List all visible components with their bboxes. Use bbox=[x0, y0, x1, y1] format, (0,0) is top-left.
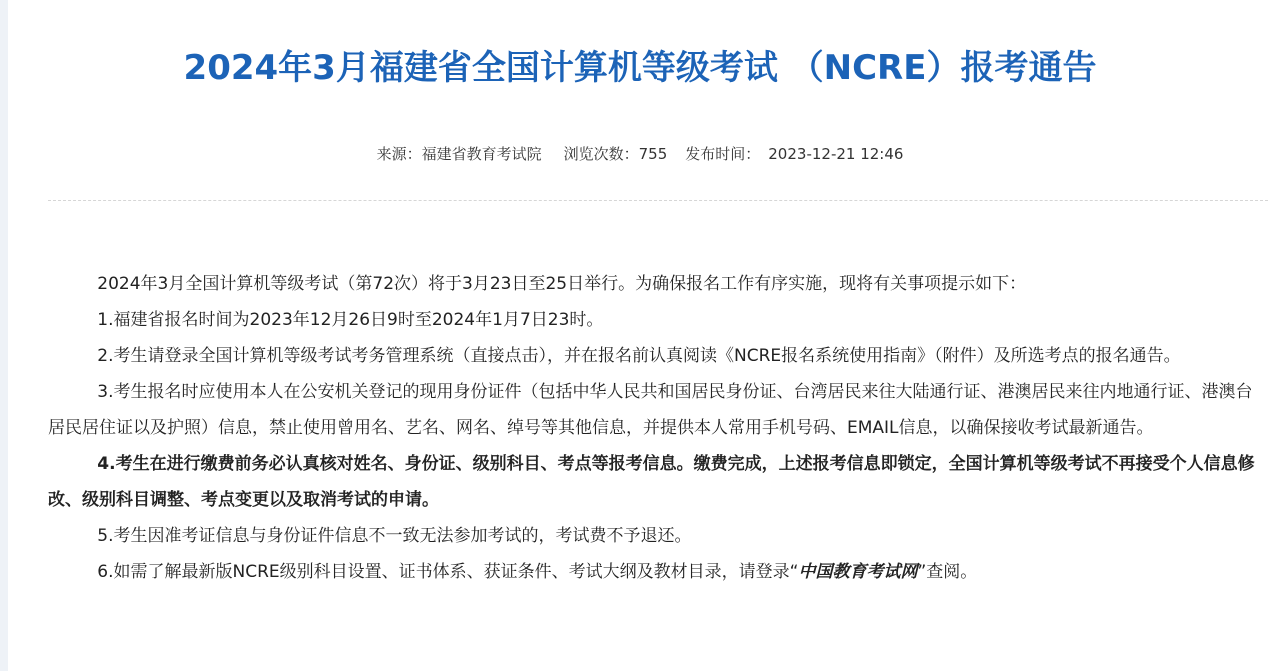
neea-site-link[interactable]: 中国教育考试网 bbox=[798, 562, 918, 582]
paragraph-6 bbox=[48, 554, 1258, 590]
exam-system-link[interactable]: 全国计算机等级考试考务管理系统（直接点击） bbox=[198, 346, 548, 366]
published-time: 2023-12-21 12:46 bbox=[768, 145, 904, 163]
meta-divider bbox=[48, 200, 1268, 201]
paragraph-6-lead: 6.如需了解最新版NCRE级别科目设置、证书体系、获证条件、考试大纲及教材目录，请登录“ bbox=[97, 562, 799, 582]
paragraph-2 bbox=[48, 338, 1258, 374]
source-value: 福建省教育考试院 bbox=[421, 145, 542, 163]
views-label: 浏览次数： bbox=[563, 145, 639, 163]
source-label: 来源： bbox=[376, 145, 422, 163]
published-label: 发布时间： bbox=[685, 145, 761, 163]
paragraph-2-rest: ，并在报名前认真阅读《NCRE报名系统使用指南》（附件）及所选考点的报名通告。 bbox=[547, 346, 1181, 366]
paragraph-1: 1.福建省报名时间为2023年12月26日9时至2024年1月7日23时。 bbox=[97, 310, 604, 330]
views-count: 755 bbox=[638, 145, 668, 163]
paragraph-6-rest: ”查阅。 bbox=[917, 562, 978, 582]
paragraph-intro: 2024年3月全国计算机等级考试（第72次）将于3月23日至25日举行。为确保报名工作有序实施，现将有关事项提示如下： bbox=[97, 274, 1027, 294]
article-meta bbox=[0, 143, 1280, 165]
paragraph-4-notice: 4.考生在进行缴费前务必认真核对姓名、身份证、级别科目、考点等报考信息。缴费完成，上述报考信息即锁定，全国计算机等级考试不再接受个人信息修改、级别科目调整、考点变更以及取消考试的申请。 bbox=[48, 454, 1255, 510]
paragraph-3: 3.考生报名时应使用本人在公安机关登记的现用身份证件（包括中华人民共和国居民身份证、台湾居民来往大陆通行证、港澳居民来往内地通行证、港澳台居民居住证以及护照）信息，禁止使用曾用名、艺名、网名、绰号等其他信息，并提供本人常用手机号码、EMAIL信息，以确保接收考试最新通告。 bbox=[48, 382, 1253, 438]
paragraph-2-lead: 2.考生请登录 bbox=[97, 346, 199, 366]
article-body bbox=[48, 266, 1258, 590]
left-edge-strip bbox=[0, 0, 8, 671]
article-title: 2024年3月福建省全国计算机等级考试 （NCRE）报考通告 bbox=[183, 47, 1097, 88]
paragraph-5: 5.考生因准考证信息与身份证件信息不一致无法参加考试的，考试费不予退还。 bbox=[97, 526, 692, 546]
